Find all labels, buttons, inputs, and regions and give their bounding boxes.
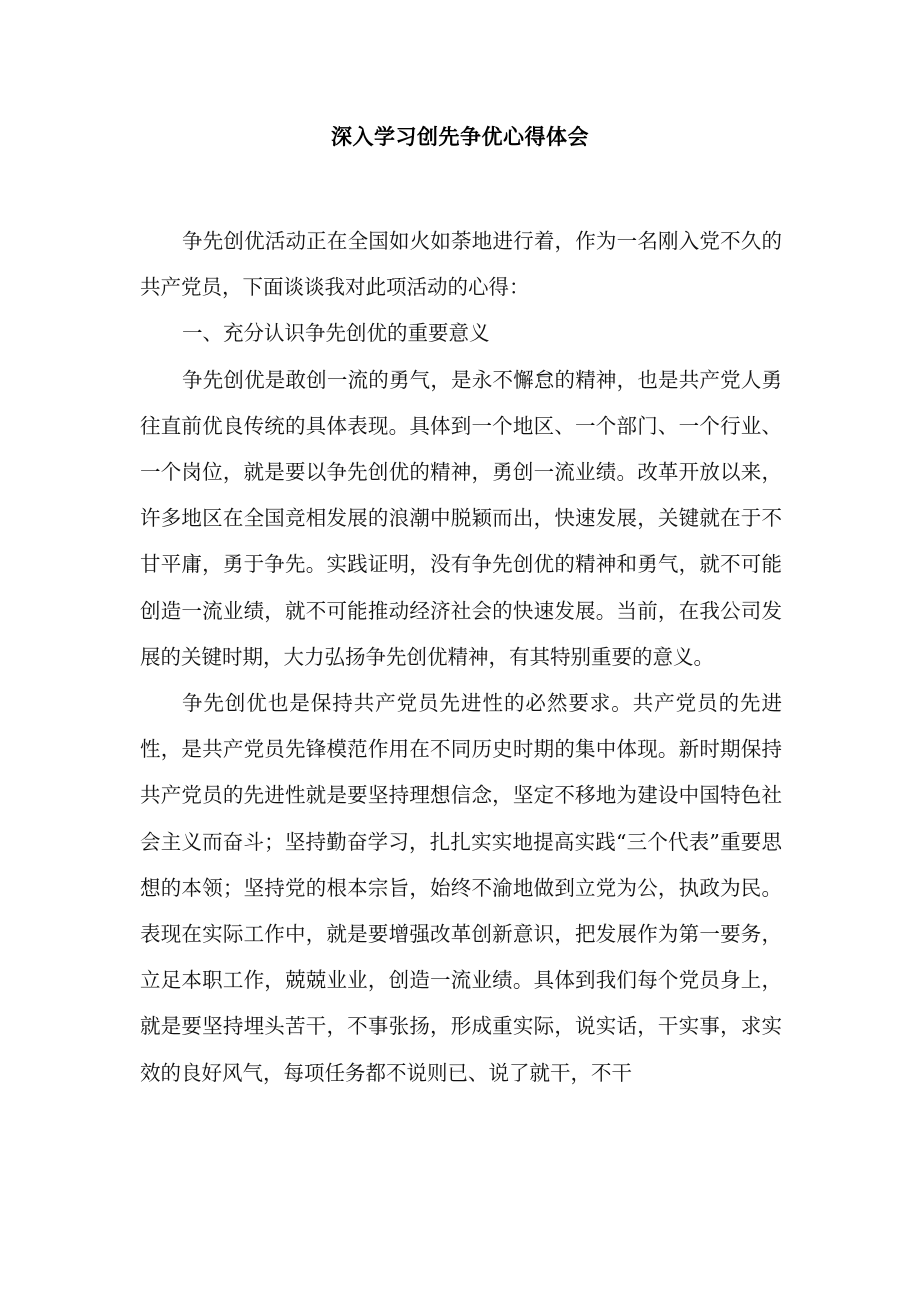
document-title: 深入学习创先争优心得体会 — [331, 125, 589, 149]
paragraph-intro: 争先创优活动正在全国如火如荼地进行着，作为一名刚入党不久的共产党员，下面谈谈我对此项活动的心得： — [140, 229, 782, 300]
paragraph-advancement: 争先创优也是保持共产党员先进性的必然要求。共产党员的先进性，是共产党员先锋模范作用在不同历史时期的集中体现。新时期保持共产党员的先进性就是要坚持理想信念，坚定不移地为建设中国特色社会主义而奋斗；坚持勤奋学习，扎扎实实地提高实践“三个代表”重要思想的本领；坚持党的根本宗旨，始终不渝地做到立党为公，执政为民。表现在实际工作中，就是要增强改革创新意识，把发展作为第一要务，立足本职工作，兢兢业业，创造一流业绩。具体到我们每个党员身上，就是要坚持埋头苦干，不事张扬，形成重实际，说实话，干实事，求实效的良好风气，每项任务都不说则已、说了就干，不干 — [140, 691, 782, 1085]
paragraph-significance: 争先创优是敢创一流的勇气，是永不懈怠的精神，也是共产党人勇往直前优良传统的具体表现。具体到一个地区、一个部门、一个行业、一个岗位，就是要以争先创优的精神，勇创一流业绩。改革开放以来，许多地区在全国竞相发展的浪潮中脱颖而出，快速发展，关键就在于不甘平庸，勇于争先。实践证明，没有争先创优的精神和勇气，就不可能创造一流业绩，就不可能推动经济社会的快速发展。当前，在我公司发展的关键时期，大力弘扬争先创优精神，有其特别重要的意义。 — [140, 367, 782, 669]
document-body — [140, 218, 782, 1096]
section-heading-1: 一、充分认识争先创优的重要意义 — [182, 321, 490, 346]
